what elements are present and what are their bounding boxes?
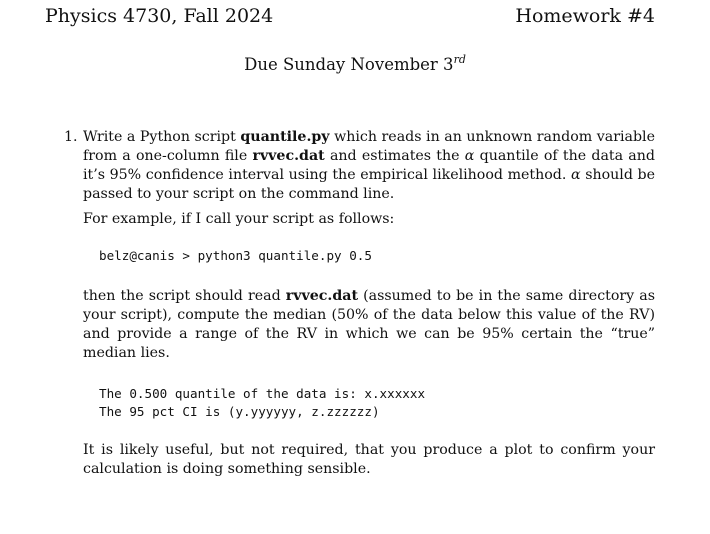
due-date-text: Due Sunday November 3 xyxy=(244,55,454,74)
alpha-symbol: α xyxy=(464,148,475,164)
intro-text-1: Write a Python script xyxy=(83,129,241,145)
intro-text-4: quantile of the data and it’s 95% confidence interval using the empirical likelihood method. xyxy=(83,148,655,183)
output-line: The 0.500 quantile of the data is: x.xxxxxx xyxy=(99,386,426,401)
problem-body xyxy=(83,128,655,479)
due-date-ordinal: rd xyxy=(453,53,466,66)
alpha-symbol-2: α xyxy=(571,167,581,183)
due-date xyxy=(0,55,710,75)
plot-suggestion-paragraph: It is likely useful, but not required, that you produce a plot to confirm your calculation is doing something sensible. xyxy=(83,442,655,477)
explanation-text-1: then the script should read xyxy=(83,288,286,304)
output-example xyxy=(99,385,655,421)
example-paragraph: For example, if I call your script as follows: xyxy=(83,211,395,227)
explanation-text-2: (assumed to be in the same directory as your script), compute the median (50% of the data below this value of the RV) and provide a range of the RV in which we can be 95% certain the “true” median lies. xyxy=(83,288,655,361)
intro-text-2: which reads in an unknown random variable from a one-column file xyxy=(83,129,655,164)
data-file-name-2: rvvec.dat xyxy=(285,288,358,304)
intro-text-5: should be passed to your script on the command line. xyxy=(83,167,655,202)
script-name: quantile.py xyxy=(240,129,330,145)
problem-number: 1. xyxy=(64,129,78,145)
course-title: Physics 4730, Fall 2024 xyxy=(45,5,274,27)
output-line: The 95 pct CI is (y.yyyyyy, z.zzzzzz) xyxy=(99,404,380,419)
data-file-name: rvvec.dat xyxy=(252,148,325,164)
explanation-paragraph xyxy=(83,287,655,363)
command-example: belz@canis > python3 quantile.py 0.5 xyxy=(99,248,372,263)
assignment-title: Homework #4 xyxy=(515,5,655,27)
problem-intro-paragraph xyxy=(83,128,655,204)
intro-text-3: and estimates the xyxy=(324,148,465,164)
